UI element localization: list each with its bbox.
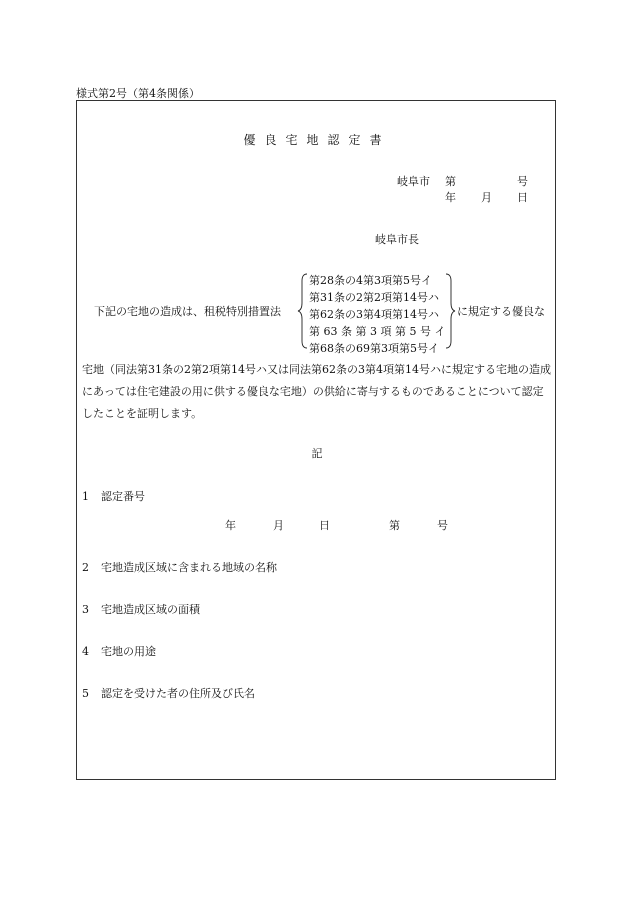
cert-day: 日 [319, 519, 330, 532]
issuer-year: 年 [445, 191, 456, 204]
intro-before: 下記の宅地の造成は、租税特別措置法 [94, 305, 281, 318]
certification-text: 宅地（同法第31条の2第2項第14号ハ又は同法第62条の3第4項第14号ハに規定する宅地の造成にあっては住宅建設の用に供する優良な宅地）の供給に寄与するものであることについて認定したことを証明します。 [82, 363, 551, 420]
law-article: 第 63 条 第 3 項 第 5 号 イ [309, 325, 446, 338]
cert-year: 年 [225, 519, 236, 532]
certificate-frame [76, 100, 556, 780]
issuer-month: 月 [481, 191, 492, 204]
item-area-size [82, 601, 200, 617]
ki-heading: 記 [311, 447, 323, 460]
law-article: 第62条の3第4項第14号ハ [309, 308, 439, 321]
law-article-list [309, 272, 445, 357]
issuer-day: 日 [517, 191, 528, 204]
law-article: 第31条の2第2項第14号ハ [309, 291, 439, 304]
law-article: 第68条の69第3項第5号イ [309, 342, 439, 355]
cert-dai: 第 [389, 519, 400, 532]
mayor-title: 岐阜市長 [375, 233, 419, 246]
item-label: 認定を受けた者の住所及び氏名 [101, 687, 255, 700]
cert-month: 月 [273, 519, 284, 532]
issuer-go: 号 [517, 175, 528, 188]
item-number: 1 [82, 490, 89, 503]
item-label: 宅地の用途 [101, 645, 156, 658]
item-number: 2 [82, 561, 89, 574]
item-label: 認定番号 [101, 490, 145, 503]
item-number: 5 [82, 687, 89, 700]
item-area-name [82, 559, 277, 575]
item-label: 宅地造成区域に含まれる地域の名称 [101, 561, 277, 574]
item-recipient [82, 685, 255, 701]
law-article: 第28条の4第3項第5号イ [309, 274, 432, 287]
left-brace-icon [297, 273, 309, 349]
right-brace-icon [444, 273, 456, 349]
form-label: 様式第2号（第4条関係） [76, 87, 200, 100]
item-land-use [82, 643, 156, 659]
item-number: 3 [82, 603, 89, 616]
item-certification-number [82, 488, 145, 504]
document-title: 優良宅地認定書 [243, 133, 391, 147]
cert-go: 号 [437, 519, 448, 532]
issuer-dai: 第 [445, 175, 456, 188]
issuer-city: 岐阜市 [397, 175, 430, 188]
item-number: 4 [82, 645, 89, 658]
item-label: 宅地造成区域の面積 [101, 603, 200, 616]
intro-after: に規定する優良な [457, 305, 545, 318]
